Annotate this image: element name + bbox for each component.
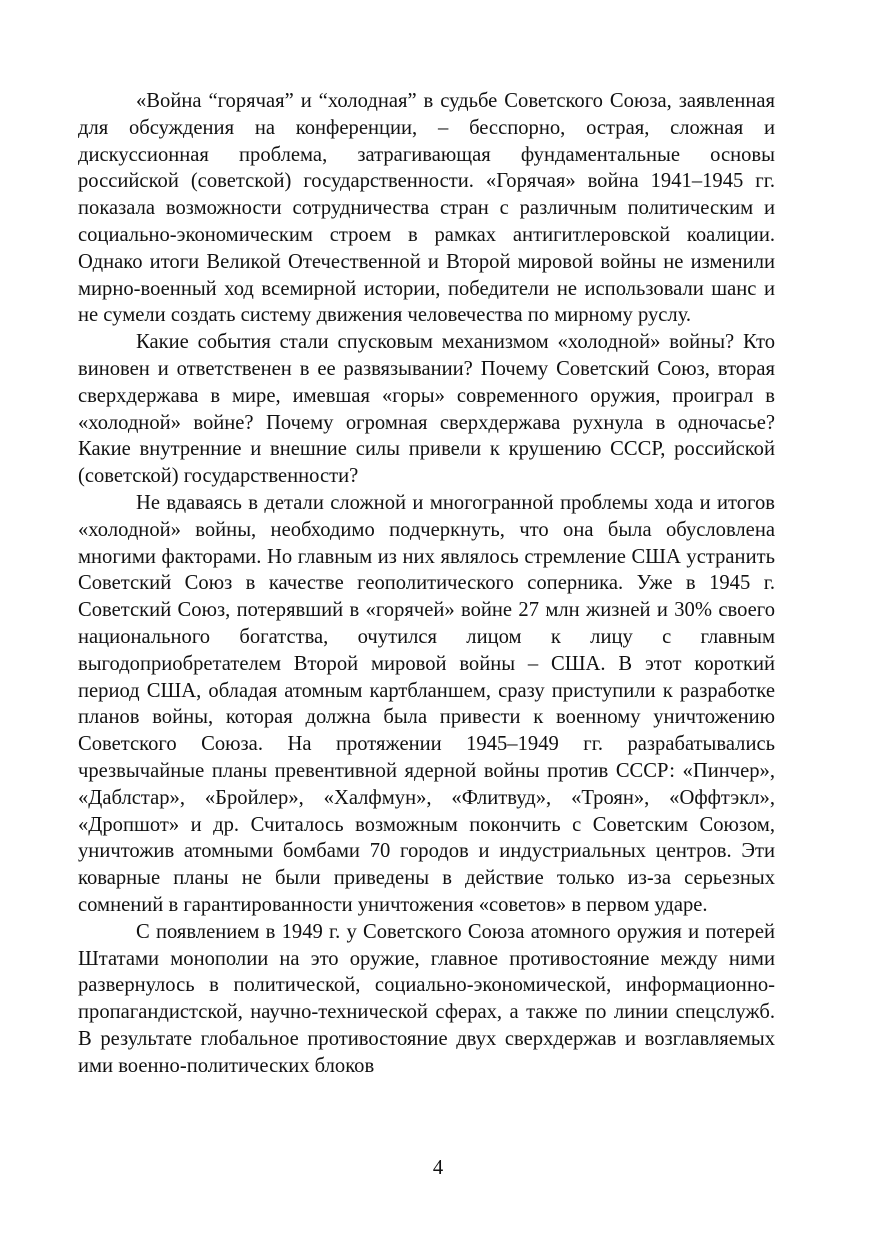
paragraph-4: С появлением в 1949 г. у Советского Союза атомного оружия и потерей Штатами монополии на это оружие, главное противостояние между ними развернулось в политической, социально-экономической, информационно-пропагандистской, научно-технической сферах, а также по линии спецслужб. В результате глобальное противостояние двух сверхдержав и возглавляемых ими военно-политических блоков bbox=[78, 920, 775, 1077]
paragraph-3: Не вдаваясь в детали сложной и многогранной проблемы хода и итогов «холодной» войны, необходимо подчеркнуть, что она была обусловлена многими факторами. Но главным из них являлось стремление США устранить Советский Союз в качестве геополитического соперника. Уже в 1945 г. Советский Союз, потерявший в «горячей» войне 27 млн жизней и 30% своего национального богатства, очутился лицом к лицу с главным выгодоприобретателем Второй мировой войны – США. В этот короткий период США, обладая атомным картбланшем, сразу приступили к разработке планов войны, которая должна была привести к военному уничтожению Советского Союза. На протяжении 1945–1949 гг. разрабатывались чрезвычайные планы превентивной ядерной войны против СССР: «Пинчер», «Даблстар», «Бройлер», «Халфмун», «Флитвуд», «Троян», «Оффтэкл», «Дропшот» и др. Считалось возможным покончить с Советским Союзом, уничтожив атомными бомбами 70 городов и индустриальных центров. Эти коварные планы не были приведены в действие только из-за серьезных сомнений в гарантированности уничтожения «советов» в первом ударе. bbox=[78, 491, 775, 916]
paragraph-1: «Война “горячая” и “холодная” в судьбе Советского Союза, заявленная для обсуждения на конференции, – бесспорно, острая, сложная и дискуссионная проблема, затрагивающая фундаментальные основы российской (советской) государственности. «Горячая» война 1941–1945 гг. показала возможности сотрудничества стран с различным политическим и социально-экономическим строем в рамках антигитлеровской коалиции. Однако итоги Великой Отечественной и Второй мировой войны не изменили мирно-военный ход всемирной истории, победители не использовали шанс и не сумели создать систему движения человечества по мирному руслу. bbox=[78, 90, 775, 327]
page-number: 4 bbox=[432, 1157, 444, 1179]
page-body bbox=[78, 88, 775, 1079]
paragraph-2: Какие события стали спусковым механизмом «холодной» войны? Кто виновен и ответственен в ее развязывании? Почему Советский Союз, вторая сверхдержава в мире, имевшая «горы» современного оружия, проиграл в «холодной» войне? Почему огромная сверхдержава рухнула в одночасье? Какие внутренние и внешние силы привели к крушению СССР, российской (советской) государственности? bbox=[78, 331, 775, 488]
